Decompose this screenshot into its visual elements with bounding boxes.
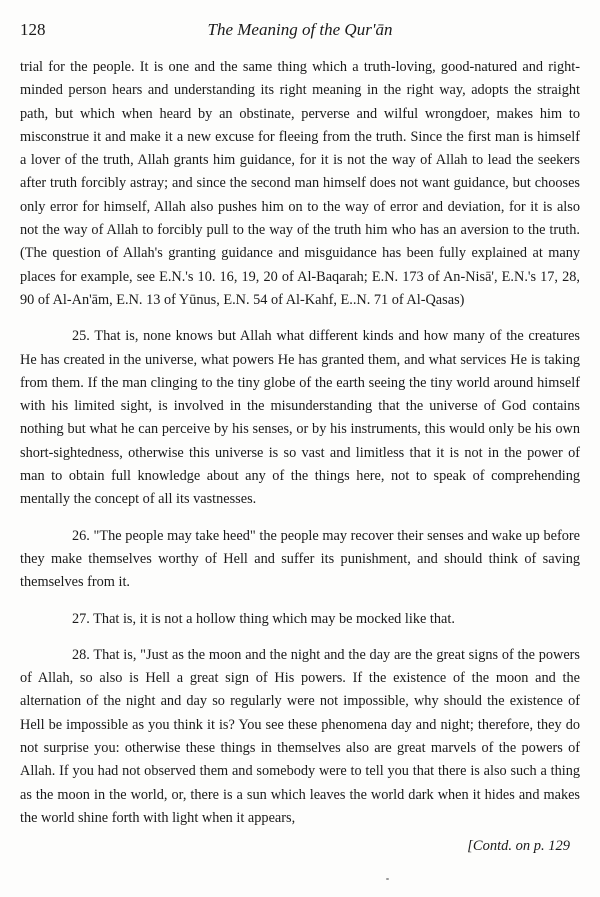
page-number: 128 <box>20 20 46 39</box>
page-body <box>20 56 580 843</box>
note-28: 28. That is, "Just as the moon and the night and the day are the great signs of the powers of Allah, so also is Hell a great sign of His powers. If the existence of the moon and the alternation of the night and day so regularly were not impossible, why should the existence of Hell be impossible as you think it is? You see these phenomena day and night; therefore, they do not surprise you: otherwise these things in themselves also are great marvels of the powers of Allah. If you had not observed them and somebody were to tell you that there is also such a thing as the moon in the world, or, there is a sun which leaves the world dark when it hides and makes the world shine forth with light when it appears, <box>20 646 580 826</box>
note-27: 27. That is, it is not a hollow thing which may be mocked like that. <box>72 610 455 627</box>
continuation-footer: [Contd. on p. 129 <box>467 838 570 854</box>
print-speck <box>386 878 389 880</box>
note-25: 25. That is, none knows but Allah what different kinds and how many of the creatures He has created in the universe, what powers He has granted them, and what services He is taking from them. If the man clinging to the tiny globe of the earth seeing the tiny world around himself with his limited sight, is involved in the misunderstanding that the universe of God contains nothing but what he can perceive by his senses, or by his instruments, this would only be his own short-sightedness, otherwise this universe is so vast and limitless that it is not in the power of man to obtain full knowledge about any of the things here, not to speak of comprehending mentally the concept of all its vastnesses. <box>20 328 580 508</box>
page-header <box>20 20 580 46</box>
running-title: The Meaning of the Qur'ān <box>207 20 393 39</box>
continuation-paragraph: trial for the people. It is one and the same thing which a truth-loving, good-natured and right-minded person hears and understanding its right meaning in the right way, adopts the straight path, but which when heard by an obstinate, perverse and wilful wrongdoer, makes him to misconstrue it and make it a new excuse for fleeing from the truth. Since the first man is himself a lover of the truth, Allah grants him guidance, for it is not the way of Allah to lead the seekers after truth forcibly astray; and since the second man himself does not want guidance, but chooses only error for himself, Allah also pushes him on to the way of error and deviation, for it is also not the way of Allah to forcibly pull to the way of the truth him who has an aversion to the truth. (The question of Allah's granting guidance and misguidance has been fully explained at many places for example, see E.N.'s 10. 16, 19, 20 of Al-Baqarah; E.N. 173 of An-Nisā', E.N.'s 17, 28, 90 of Al-An'ām, E.N. 13 of Yūnus, E.N. 54 of Al-Kahf, E..N. 71 of Al-Qasas) <box>20 59 580 308</box>
note-26: 26. "The people may take heed" the people may recover their senses and wake up before they make themselves worthy of Hell and suffer its punishment, and should think of saving themselves from it. <box>20 527 580 591</box>
